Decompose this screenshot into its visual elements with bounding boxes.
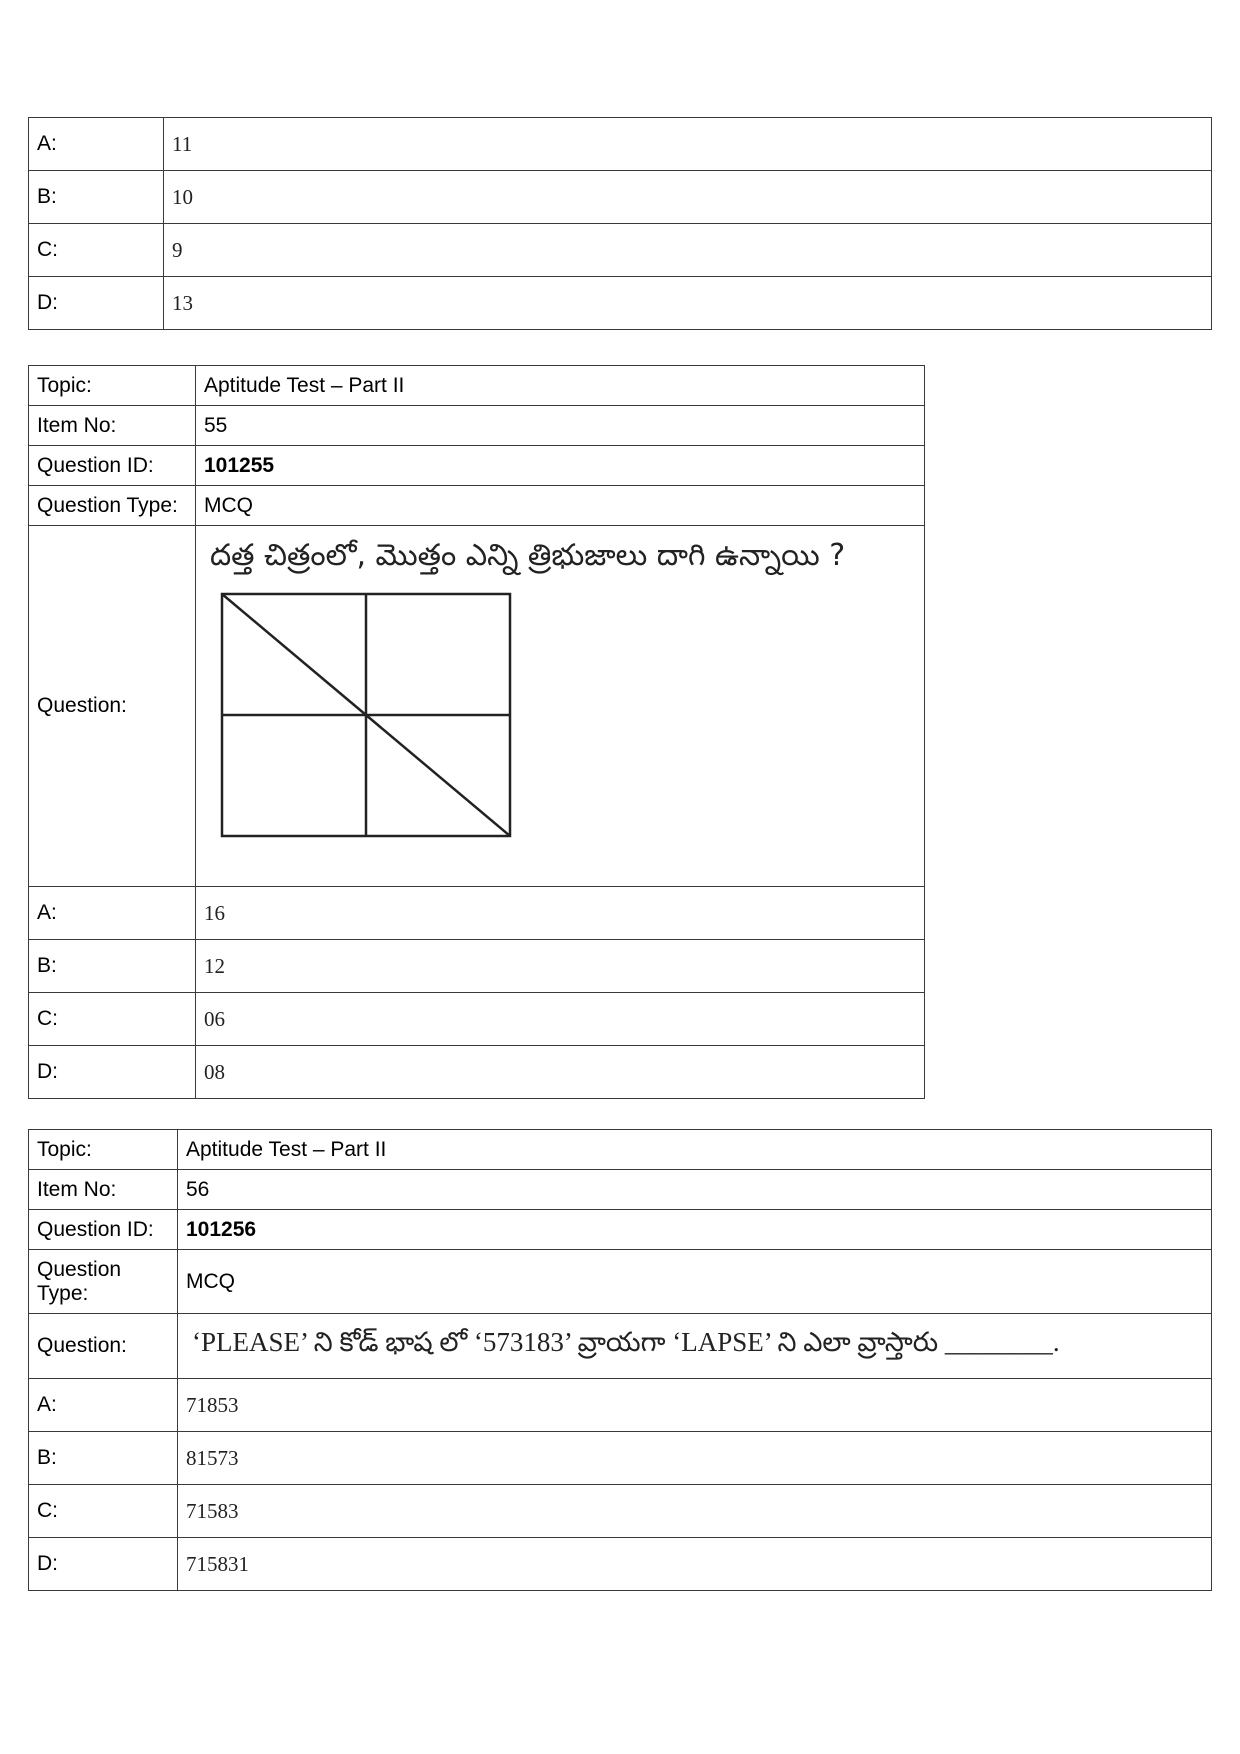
item-no-row	[29, 406, 925, 446]
topic-label: Topic:	[29, 366, 196, 406]
question-type-row	[29, 486, 925, 526]
option-value: 16	[196, 887, 925, 940]
option-value: 9	[164, 224, 1212, 277]
topic-value: Aptitude Test – Part II	[196, 366, 925, 406]
option-value: 11	[164, 118, 1212, 171]
question-content	[196, 526, 925, 887]
item-no-value: 55	[196, 406, 925, 446]
option-label: D:	[29, 1538, 178, 1591]
option-row	[29, 1432, 1212, 1485]
option-label: C:	[29, 993, 196, 1046]
option-value: 10	[164, 171, 1212, 224]
option-value: 12	[196, 940, 925, 993]
option-label: C:	[29, 1485, 178, 1538]
question-row	[29, 1314, 1212, 1379]
topic-value: Aptitude Test – Part II	[178, 1130, 1212, 1170]
question-type-value: MCQ	[196, 486, 925, 526]
option-label: B:	[29, 171, 164, 224]
option-row	[29, 277, 1212, 330]
option-row	[29, 118, 1212, 171]
option-value: 06	[196, 993, 925, 1046]
question-55-table	[28, 365, 925, 1099]
option-value: 08	[196, 1046, 925, 1099]
question-id-label: Question ID:	[29, 1210, 178, 1250]
topic-row	[29, 1130, 1212, 1170]
question-type-row	[29, 1250, 1212, 1314]
option-value: 715831	[178, 1538, 1212, 1591]
option-label: C:	[29, 224, 164, 277]
option-label: B:	[29, 940, 196, 993]
option-row	[29, 1485, 1212, 1538]
question-label: Question:	[29, 1314, 178, 1379]
topic-row	[29, 366, 925, 406]
question-type-label: Question Type:	[29, 1250, 178, 1314]
question-text: ‘PLEASE’ ని కోడ్ భాష లో ‘573183’ వ్రాయగా ‘LAPSE’ ని ఎలా వ్రాస్తారు ________.	[192, 1327, 1060, 1357]
question-id-label: Question ID:	[29, 446, 196, 486]
question-56-table	[28, 1129, 1212, 1591]
topic-label: Topic:	[29, 1130, 178, 1170]
item-no-value: 56	[178, 1170, 1212, 1210]
option-row	[29, 940, 925, 993]
prev-question-options-table	[28, 117, 1212, 330]
option-row	[29, 1379, 1212, 1432]
option-label: D:	[29, 1046, 196, 1099]
option-row	[29, 993, 925, 1046]
option-label: A:	[29, 118, 164, 171]
question-row	[29, 526, 925, 887]
question-label: Question:	[29, 526, 196, 887]
triangle-figure	[220, 592, 520, 842]
question-id-row	[29, 446, 925, 486]
question-id-value: 101255	[196, 446, 925, 486]
option-row	[29, 887, 925, 940]
item-no-row	[29, 1170, 1212, 1210]
option-row	[29, 1538, 1212, 1591]
question-type-label: Question Type:	[29, 486, 196, 526]
option-row	[29, 1046, 925, 1099]
option-row	[29, 224, 1212, 277]
option-label: D:	[29, 277, 164, 330]
question-content	[178, 1314, 1212, 1379]
question-text: దత్త చిత్రంలో, మొత్తం ఎన్ని త్రిభుజాలు దాగి ఉన్నాయి ?	[210, 538, 846, 573]
option-label: A:	[29, 1379, 178, 1432]
option-value: 71583	[178, 1485, 1212, 1538]
question-id-row	[29, 1210, 1212, 1250]
item-no-label: Item No:	[29, 406, 196, 446]
item-no-label: Item No:	[29, 1170, 178, 1210]
option-label: B:	[29, 1432, 178, 1485]
option-value: 71853	[178, 1379, 1212, 1432]
option-value: 81573	[178, 1432, 1212, 1485]
option-row	[29, 171, 1212, 224]
option-value: 13	[164, 277, 1212, 330]
option-label: A:	[29, 887, 196, 940]
question-type-value: MCQ	[178, 1250, 1212, 1314]
question-id-value: 101256	[178, 1210, 1212, 1250]
